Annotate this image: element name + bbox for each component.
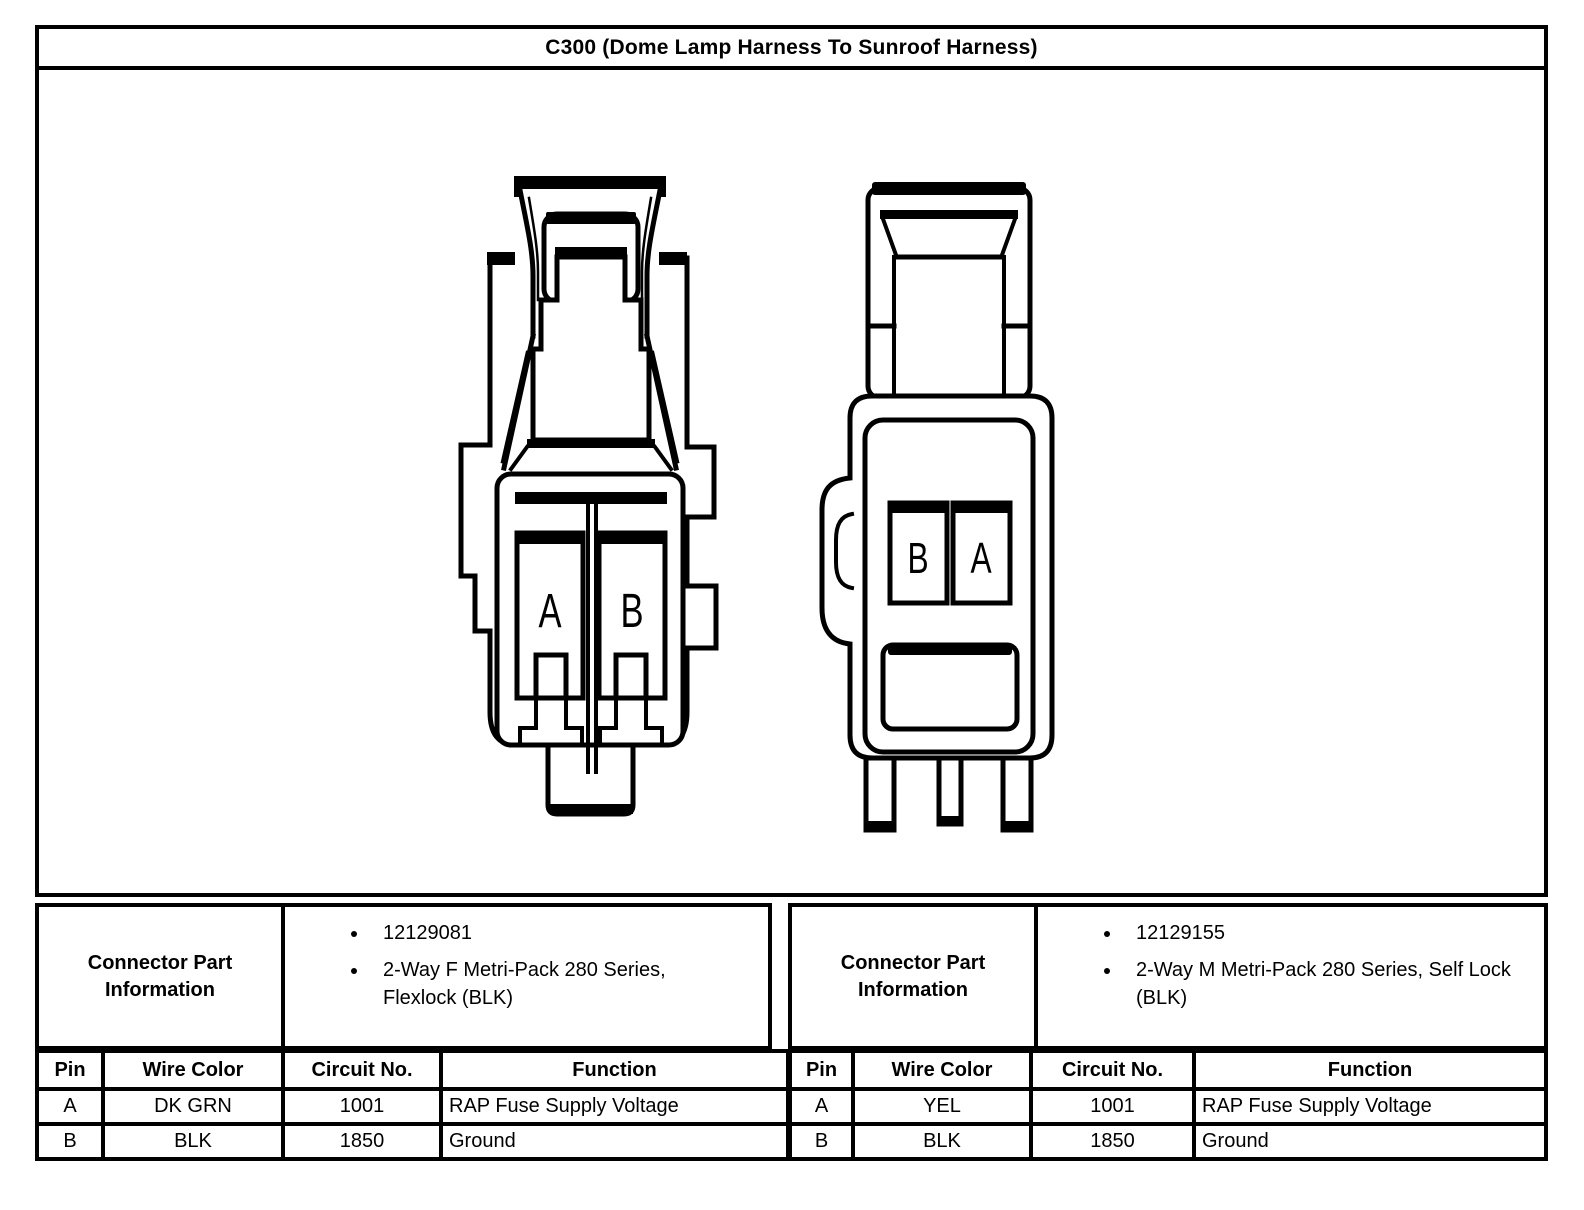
col-header-pin: Pin [790,1051,853,1089]
part-info-label: Connector Part Information [792,907,1038,1046]
pin-table-header-row [37,1051,788,1089]
pin-table-right [788,1049,1548,1161]
part-description: • 2-Way F Metri-Pack 280 Series, Flexlock (BLK) [369,956,744,1012]
part-info-bullets [1038,907,1544,1046]
pin-row [37,1089,788,1124]
female-cavity-label-b: B [620,583,644,638]
part-info-bullets [285,907,768,1046]
wire-color-cell: DK GRN [103,1089,283,1124]
pin-cell: A [790,1089,853,1124]
circuit-no-cell: 1001 [283,1089,441,1124]
col-header-pin: Pin [37,1051,103,1089]
wire-color-cell: BLK [103,1124,283,1159]
male-cavity-label-a: A [970,533,992,584]
pin-table-left [35,1049,790,1161]
female-cavity-label-a: A [538,583,562,638]
part-info-table-left [35,903,772,1050]
pin-row [37,1124,788,1159]
col-header-wire-color: Wire Color [853,1051,1031,1089]
part-info-label: Connector Part Information [39,907,285,1046]
function-cell: RAP Fuse Supply Voltage [441,1089,788,1124]
col-header-circuit-no: Circuit No. [283,1051,441,1089]
function-cell: Ground [1194,1124,1546,1159]
col-header-function: Function [441,1051,788,1089]
pin-table-header-row [790,1051,1546,1089]
pin-cell: A [37,1089,103,1124]
connector-diagram [35,66,1548,897]
part-info-table-right [788,903,1548,1050]
part-number: • 12129081 [369,919,744,947]
circuit-no-cell: 1001 [1031,1089,1194,1124]
wire-color-cell: BLK [853,1124,1031,1159]
pin-row [790,1089,1546,1124]
pin-cell: B [790,1124,853,1159]
function-cell: Ground [441,1124,788,1159]
part-description: • 2-Way M Metri-Pack 280 Series, Self Lock (BLK) [1122,956,1520,1012]
pin-cell: B [37,1124,103,1159]
wire-color-cell: YEL [853,1089,1031,1124]
col-header-circuit-no: Circuit No. [1031,1051,1194,1089]
female-connector-drawing [461,176,716,814]
part-number: • 12129155 [1122,919,1520,947]
page-title: C300 (Dome Lamp Harness To Sunroof Harness) [35,25,1548,70]
male-connector-drawing [822,182,1052,831]
col-header-wire-color: Wire Color [103,1051,283,1089]
pin-row [790,1124,1546,1159]
circuit-no-cell: 1850 [283,1124,441,1159]
col-header-function: Function [1194,1051,1546,1089]
function-cell: RAP Fuse Supply Voltage [1194,1089,1546,1124]
male-cavity-label-b: B [907,533,929,584]
circuit-no-cell: 1850 [1031,1124,1194,1159]
